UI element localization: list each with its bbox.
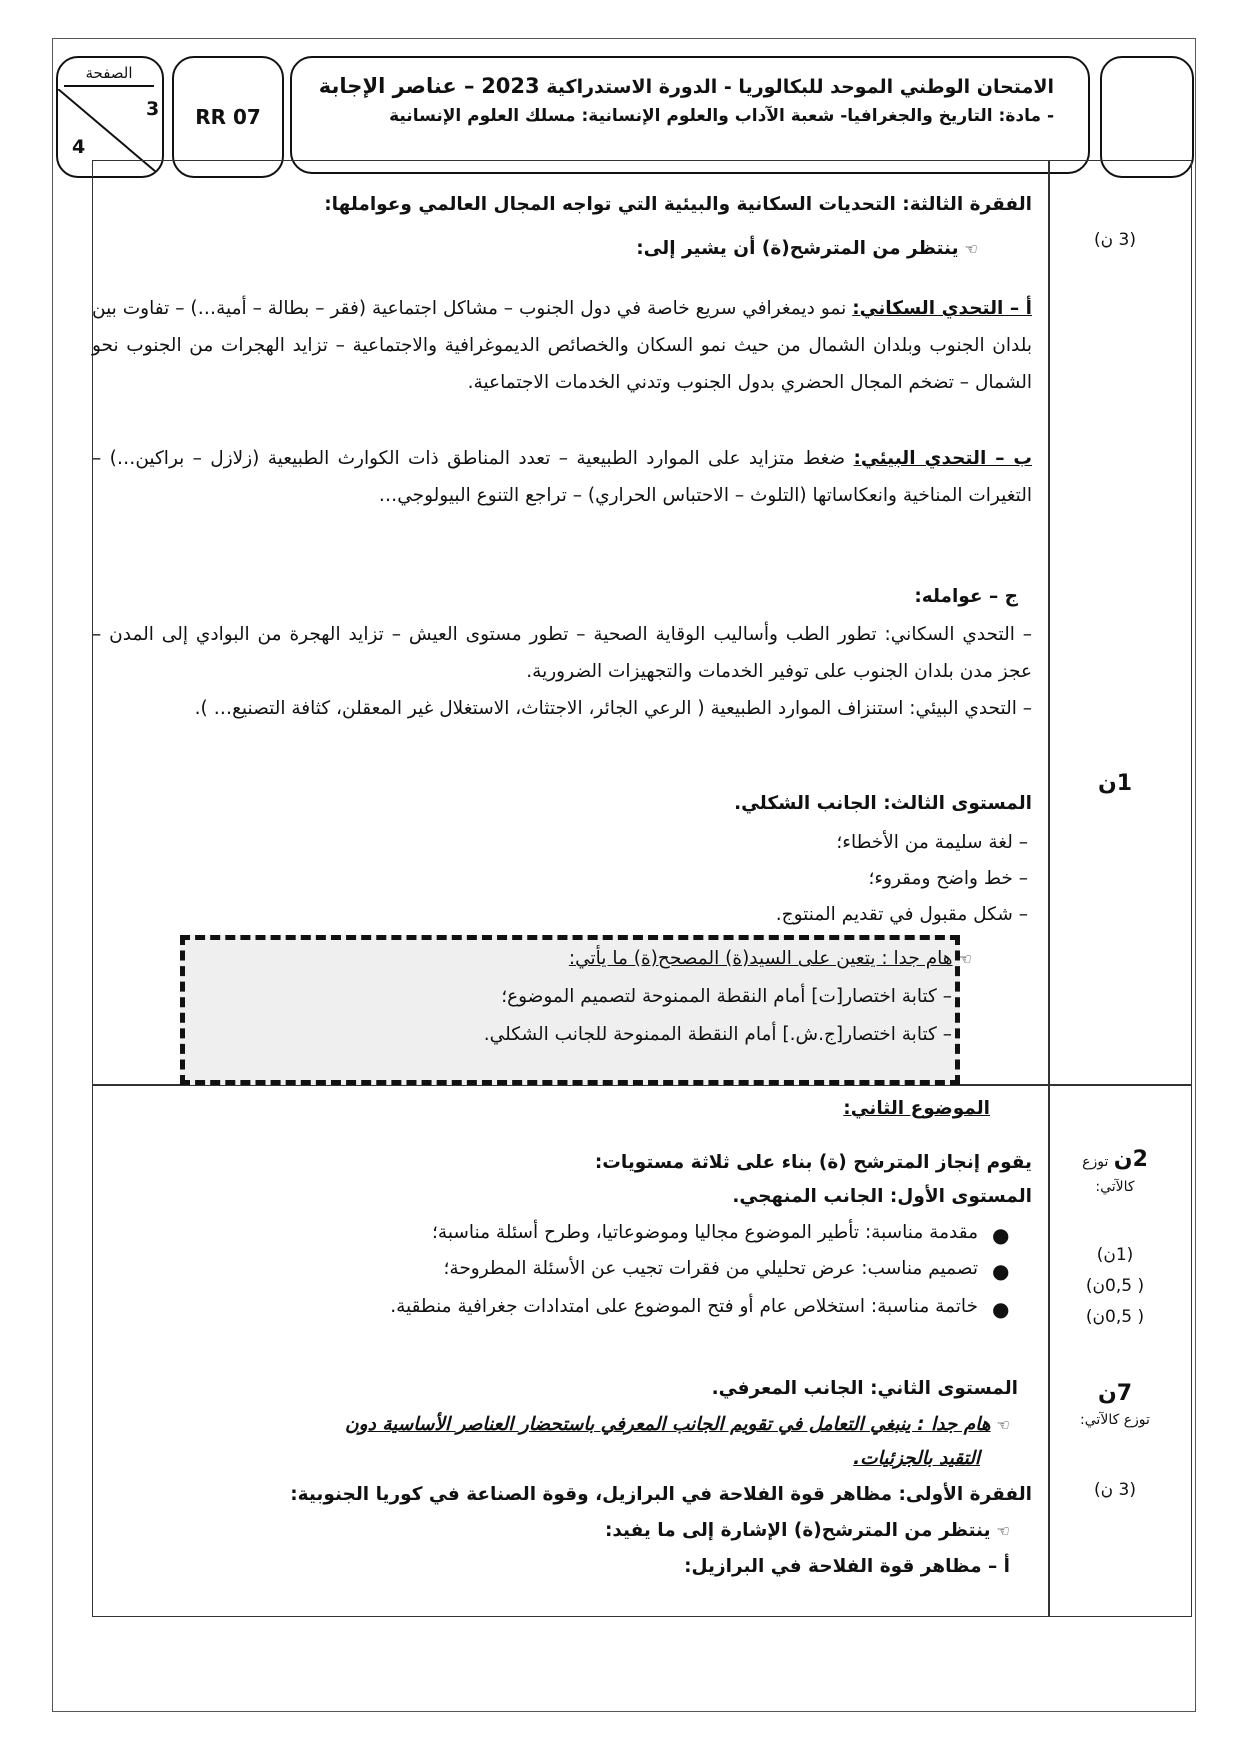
margin-column-divider xyxy=(1048,160,1050,1617)
level3-item-3: – شكل مقبول في تقديم المنتوج. xyxy=(775,904,1028,925)
section3-a-label: أ – التحدي السكاني: xyxy=(852,298,1032,319)
exam-title-line2: - مادة: التاريخ والجغرافيا- شعبة الآداب والعلوم الإنسانية: مسلك العلوم الإنسانية xyxy=(389,106,1054,126)
section3-c-label: ج – عوامله: xyxy=(914,586,1018,607)
section3-b xyxy=(92,440,1032,514)
section3-a-text: نمو ديمغرافي سريع خاصة في دول الجنوب – مشاكل اجتماعية (فقر – بطالة – أمية…) – تفاوت بين بلدان الجنوب وبلدان الشمال من حيث نمو السكان والخصائص الديموغرافية والاجتماعية – تزايد الهجرات من الجنوب نحو الشمال – تضخم المجال الحضري بدول الجنوب وتدني الخدمات الاجتماعية. xyxy=(92,298,1032,393)
margin-score-4: (1ن) xyxy=(1096,1245,1134,1265)
exam-title-line1 xyxy=(292,74,1054,98)
exam-code: RR 07 xyxy=(172,56,284,178)
topic2-expect-text: ينتظر من المترشح(ة) الإشارة إلى ما يفيد: xyxy=(604,1520,991,1541)
topic2-intro: يقوم إنجاز المترشح (ة) بناء على ثلاثة مستويات: xyxy=(594,1152,1032,1173)
topic2-important2: التقيد بالجزئيات. xyxy=(853,1448,980,1469)
bullet-dot: ● xyxy=(992,1259,1010,1283)
hand-icon: ☜ xyxy=(996,1522,1010,1540)
section3-expect xyxy=(636,232,978,266)
margin-score-2: 1ن xyxy=(1097,771,1133,796)
topic2-expect xyxy=(605,1514,1010,1548)
notice-heading xyxy=(569,942,972,976)
topic2-level2: المستوى الثاني: الجانب المعرفي. xyxy=(711,1378,1018,1399)
hand-icon: ☜ xyxy=(958,950,972,968)
margin-score-7-value: 7ن xyxy=(1097,1381,1133,1406)
margin-score-7 xyxy=(1060,1382,1170,1432)
level3-item-1: – لغة سليمة من الأخطاء؛ xyxy=(836,832,1028,853)
margin-score-7-label: توزع كالآتي: xyxy=(1080,1412,1150,1428)
level3-heading: المستوى الثالث: الجانب الشكلي. xyxy=(734,793,1032,814)
margin-score-6: ( 0,5ن) xyxy=(1085,1307,1145,1327)
section3-c-text2: – التحدي البيئي: استنزاف الموارد الطبيعية ( الرعي الجائر، الاجتثاث، الاستغلال غير المعقلن، كثافة التصنيع… ). xyxy=(194,698,1032,719)
hand-icon: ☜ xyxy=(996,1416,1010,1434)
page-current: 3 xyxy=(146,98,160,120)
topic2-level1: المستوى الأول: الجانب المنهجي. xyxy=(732,1186,1032,1207)
margin-score-1: (3 ن) xyxy=(1094,230,1136,250)
topic2-para1: الفقرة الأولى: مظاهر قوة الفلاحة في البرازيل، وقوة الصناعة في كوريا الجنوبية: xyxy=(290,1484,1032,1505)
section3-c-text1: – التحدي السكاني: تطور الطب وأساليب الوقاية الصحية – تطور مستوى العيش – تزايد الهجرة من البوادي إلى المدن – عجز مدن بلدان الجنوب على توفير الخدمات والتجهيزات الضرورية. xyxy=(92,624,1032,682)
topic2-important1 xyxy=(345,1408,1010,1442)
bullet-dot: ● xyxy=(992,1297,1010,1321)
margin-score-3-label2: كالآتي: xyxy=(1095,1179,1135,1195)
topic2-a2: أ – مظاهر قوة الفلاحة في البرازيل: xyxy=(684,1556,1010,1577)
margin-score-8: (3 ن) xyxy=(1094,1480,1136,1500)
page-total: 4 xyxy=(72,136,86,158)
margin-score-3-label: توزع xyxy=(1082,1154,1109,1170)
section3-b-label: ب – التحدي البيئي: xyxy=(853,448,1032,469)
title-year: 2023 xyxy=(481,74,540,98)
margin-score-3-value: 2ن xyxy=(1113,1147,1148,1172)
section3-a xyxy=(92,290,1032,401)
notice-heading-text: هام جدا : يتعين على السيد(ة) المصحح(ة) ما يأتي: xyxy=(568,948,953,969)
exam-title-box xyxy=(290,56,1090,174)
level3-item-2: – خط واضح ومقروء؛ xyxy=(868,868,1028,889)
title-prefix: الامتحان الوطني الموحد للبكالوريا - الدورة الاستدراكية xyxy=(546,76,1054,98)
topic2-bullet-2: تصميم مناسب: عرض تحليلي من فقرات تجيب عن الأسئلة المطروحة؛ xyxy=(443,1258,978,1279)
page-label: الصفحة xyxy=(64,64,154,87)
margin-score-5: ( 0,5ن) xyxy=(1085,1276,1145,1296)
topic2-important1-text: هام جدا : ينبغي التعامل في تقويم الجانب المعرفي باستحضار العناصر الأساسية دون xyxy=(345,1414,991,1435)
topic2-bullet-3: خاتمة مناسبة: استخلاص عام أو فتح الموضوع على امتدادات جغرافية منطقية. xyxy=(390,1296,978,1317)
notice-line2: – كتابة اختصار[ج.ش.] أمام النقطة الممنوحة للجانب الشكلي. xyxy=(483,1024,952,1045)
margin-score-3 xyxy=(1060,1148,1170,1199)
section3-expect-text: ينتظر من المترشح(ة) أن يشير إلى: xyxy=(636,238,959,259)
bullet-dot: ● xyxy=(992,1223,1010,1247)
title-suffix: – عناصر الإجابة xyxy=(318,74,475,98)
notice-line1: – كتابة اختصار[ت] أمام النقطة الممنوحة لتصميم الموضوع؛ xyxy=(501,986,952,1007)
topic2-title: الموضوع الثاني: xyxy=(843,1098,990,1119)
section3-heading: الفقرة الثالثة: التحديات السكانية والبيئية التي تواجه المجال العالمي وعواملها: xyxy=(324,194,1032,215)
hand-icon: ☜ xyxy=(964,240,978,258)
topic2-bullet-1: مقدمة مناسبة: تأطير الموضوع مجاليا وموضوعاتيا، وطرح أسئلة مناسبة؛ xyxy=(432,1222,978,1243)
section3-b-text: ضغط متزايد على الموارد الطبيعية – تعدد المناطق ذات الكوارث الطبيعية (زلازل – براكين…) – التغيرات المناخية وانعكاساتها (التلوث – الاحتباس الحراري) – تراجع التنوع البيولوجي… xyxy=(92,448,1032,506)
